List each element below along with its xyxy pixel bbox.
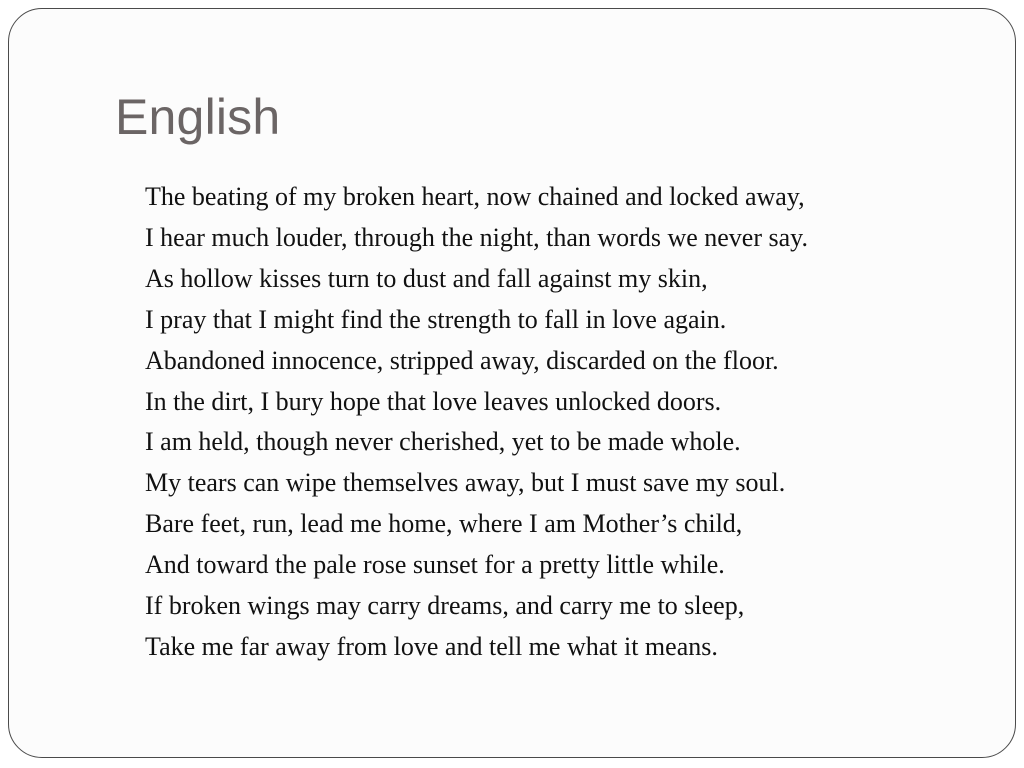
poem-line: The beating of my broken heart, now chained and locked away, (145, 182, 805, 211)
slide-title: English (115, 89, 281, 145)
poem-line: Abandoned innocence, stripped away, discarded on the floor. (145, 345, 779, 375)
poem-line: My tears can wipe themselves away, but I must save my soul. (145, 468, 786, 498)
poem-line: In the dirt, I bury hope that love leaves unlocked doors. (145, 386, 722, 416)
poem-line: As hollow kisses turn to dust and fall against my skin, (145, 263, 708, 293)
poem-line: If broken wings may carry dreams, and carry me to sleep, (145, 591, 745, 621)
poem-body (145, 177, 1005, 668)
poem-line: I pray that I might find the strength to fall in love again. (145, 304, 727, 334)
poem-line: I hear much louder, through the night, than words we never say. (145, 222, 808, 252)
poem-line: Bare feet, run, lead me home, where I am Mother’s child, (145, 509, 743, 539)
slide-frame (8, 8, 1016, 758)
poem-line: I am held, though never cherished, yet to be made whole. (145, 427, 741, 457)
poem-line: Take me far away from love and tell me what it means. (145, 631, 718, 661)
poem-line: And toward the pale rose sunset for a pretty little while. (145, 550, 725, 580)
